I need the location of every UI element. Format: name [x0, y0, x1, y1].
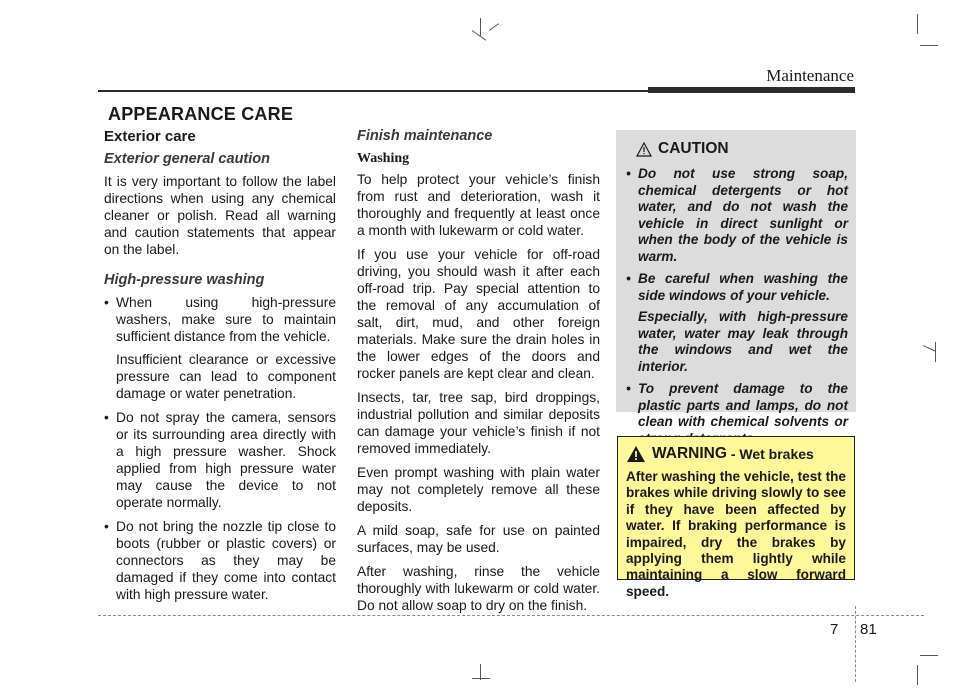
- bullet-item: [104, 409, 336, 511]
- crop-mark-bottom-h: [472, 678, 490, 679]
- warning-subtitle-text: - Wet brakes: [730, 446, 814, 462]
- crop-mark-br-h: [920, 655, 938, 656]
- paragraph: A mild soap, safe for use on painted surfaces, may be used.: [357, 523, 600, 555]
- bullet-dot: •: [104, 410, 109, 425]
- paragraph: Even prompt washing with plain water may not completely remove all these deposits.: [357, 465, 600, 514]
- bullet-continuation: Insufficient clearance or excessive pressure can lead to component damage or water penetration.: [116, 352, 336, 401]
- warning-body: After washing the vehicle, test the brakes while driving slowly to see if they have been affected by water. If braking performance is impaired, dry the brakes by applying them lightly while maintaining a slow forward speed.: [626, 469, 846, 599]
- paragraph: After washing, rinse the vehicle thoroughly with lukewarm or cold water. Do not allow soap to dry on the finish.: [357, 564, 600, 613]
- caution-text: To prevent damage to the plastic parts and lamps, do not clean with chemical solvents or: [638, 381, 848, 429]
- crop-mark-top-h: [472, 30, 486, 41]
- bullet-text: When using high-pressure washers, make sure to maintain sufficient distance from the vehicle.: [116, 295, 336, 344]
- caution-text: Be careful when washing the side windows of your vehicle.: [638, 271, 848, 303]
- caution-title: CAUTION: [658, 140, 729, 157]
- page-number: 81: [860, 621, 877, 638]
- subheading-general-caution: Exterior general caution: [104, 151, 270, 167]
- bullet-dot: •: [626, 166, 631, 181]
- caution-continuation: Especially, with high-pressure water, water may leak through the windows and wet the interior.: [638, 309, 848, 374]
- subheading-washing: Washing: [357, 151, 410, 166]
- crop-mark-tr-v: [917, 14, 918, 34]
- bullet-dot: •: [626, 381, 631, 396]
- footer-rule: [98, 615, 924, 616]
- warning-subtitle: [727, 446, 814, 462]
- header-rule: [98, 90, 650, 92]
- caution-item: [626, 166, 848, 265]
- bullet-dot: •: [104, 519, 109, 534]
- running-header: Maintenance: [766, 66, 854, 85]
- footer-divider: [855, 606, 856, 682]
- crop-mark-top-h2: [489, 23, 499, 31]
- bullet-item: [104, 294, 336, 402]
- bullet-item: [104, 518, 336, 603]
- paragraph: Insects, tar, tree sap, bird droppings, industrial pollution and similar deposits can damage your vehicle’s finish if not removed immediately.: [357, 390, 600, 456]
- crop-mark-tr-h: [920, 45, 938, 46]
- caution-item: [626, 271, 848, 375]
- caution-box: [616, 130, 856, 429]
- crop-mark-br-v: [917, 665, 918, 685]
- caution-header: [636, 140, 848, 158]
- heading-exterior-care: Exterior care: [104, 128, 196, 145]
- caution-text: Do not use strong soap, chemical detergents or hot water, and do not wash the vehicle in direct sunlight or when the body of the vehicle is warm.: [638, 166, 848, 264]
- header-rule-accent: [648, 87, 855, 93]
- chapter-number: 7: [830, 621, 839, 638]
- column-finish-maintenance: [357, 128, 600, 621]
- section-title: APPEARANCE CARE: [108, 104, 294, 124]
- bullet-text: Do not bring the nozzle tip close to boots (rubber or plastic covers) or connectors as they may be damaged if they come into contact with high pressure water.: [116, 519, 336, 602]
- warning-box: [617, 436, 855, 599]
- paragraph: It is very important to follow the label directions when using any chemical cleaner or polish. Read all warning and caution statements that appear on the label.: [104, 174, 336, 257]
- bullet-text: Do not spray the camera, sensors or its surrounding area directly with a high pressure washer. Shock applied from high pressure water may cause the device to not operate normally.: [116, 410, 336, 510]
- warning-header: [626, 445, 846, 463]
- bullet-dot: •: [626, 271, 631, 286]
- heading-finish-maintenance: Finish maintenance: [357, 128, 493, 144]
- warning-title: WARNING: [652, 445, 727, 462]
- paragraph: To help protect your vehicle’s finish from rust and deterioration, wash it thoroughly and frequently at least once a month with lukewarm or cold water.: [357, 172, 600, 238]
- warning-triangle-icon: [626, 445, 646, 463]
- paragraph: If you use your vehicle for off-road driving, you should wash it after each off-road trip. Pay special attention to the removal of any accumulation of salt, dirt, mud, and other foreign materials. Make sure the drain holes in the lower edges of the doors and rocker panels are kept clear and clean.: [357, 247, 600, 381]
- column-exterior-care: [104, 128, 336, 610]
- bullet-dot: •: [104, 295, 109, 310]
- crop-mark-top-v: [480, 18, 481, 36]
- caution-triangle-icon: [636, 142, 652, 157]
- subheading-high-pressure: High-pressure washing: [104, 272, 265, 288]
